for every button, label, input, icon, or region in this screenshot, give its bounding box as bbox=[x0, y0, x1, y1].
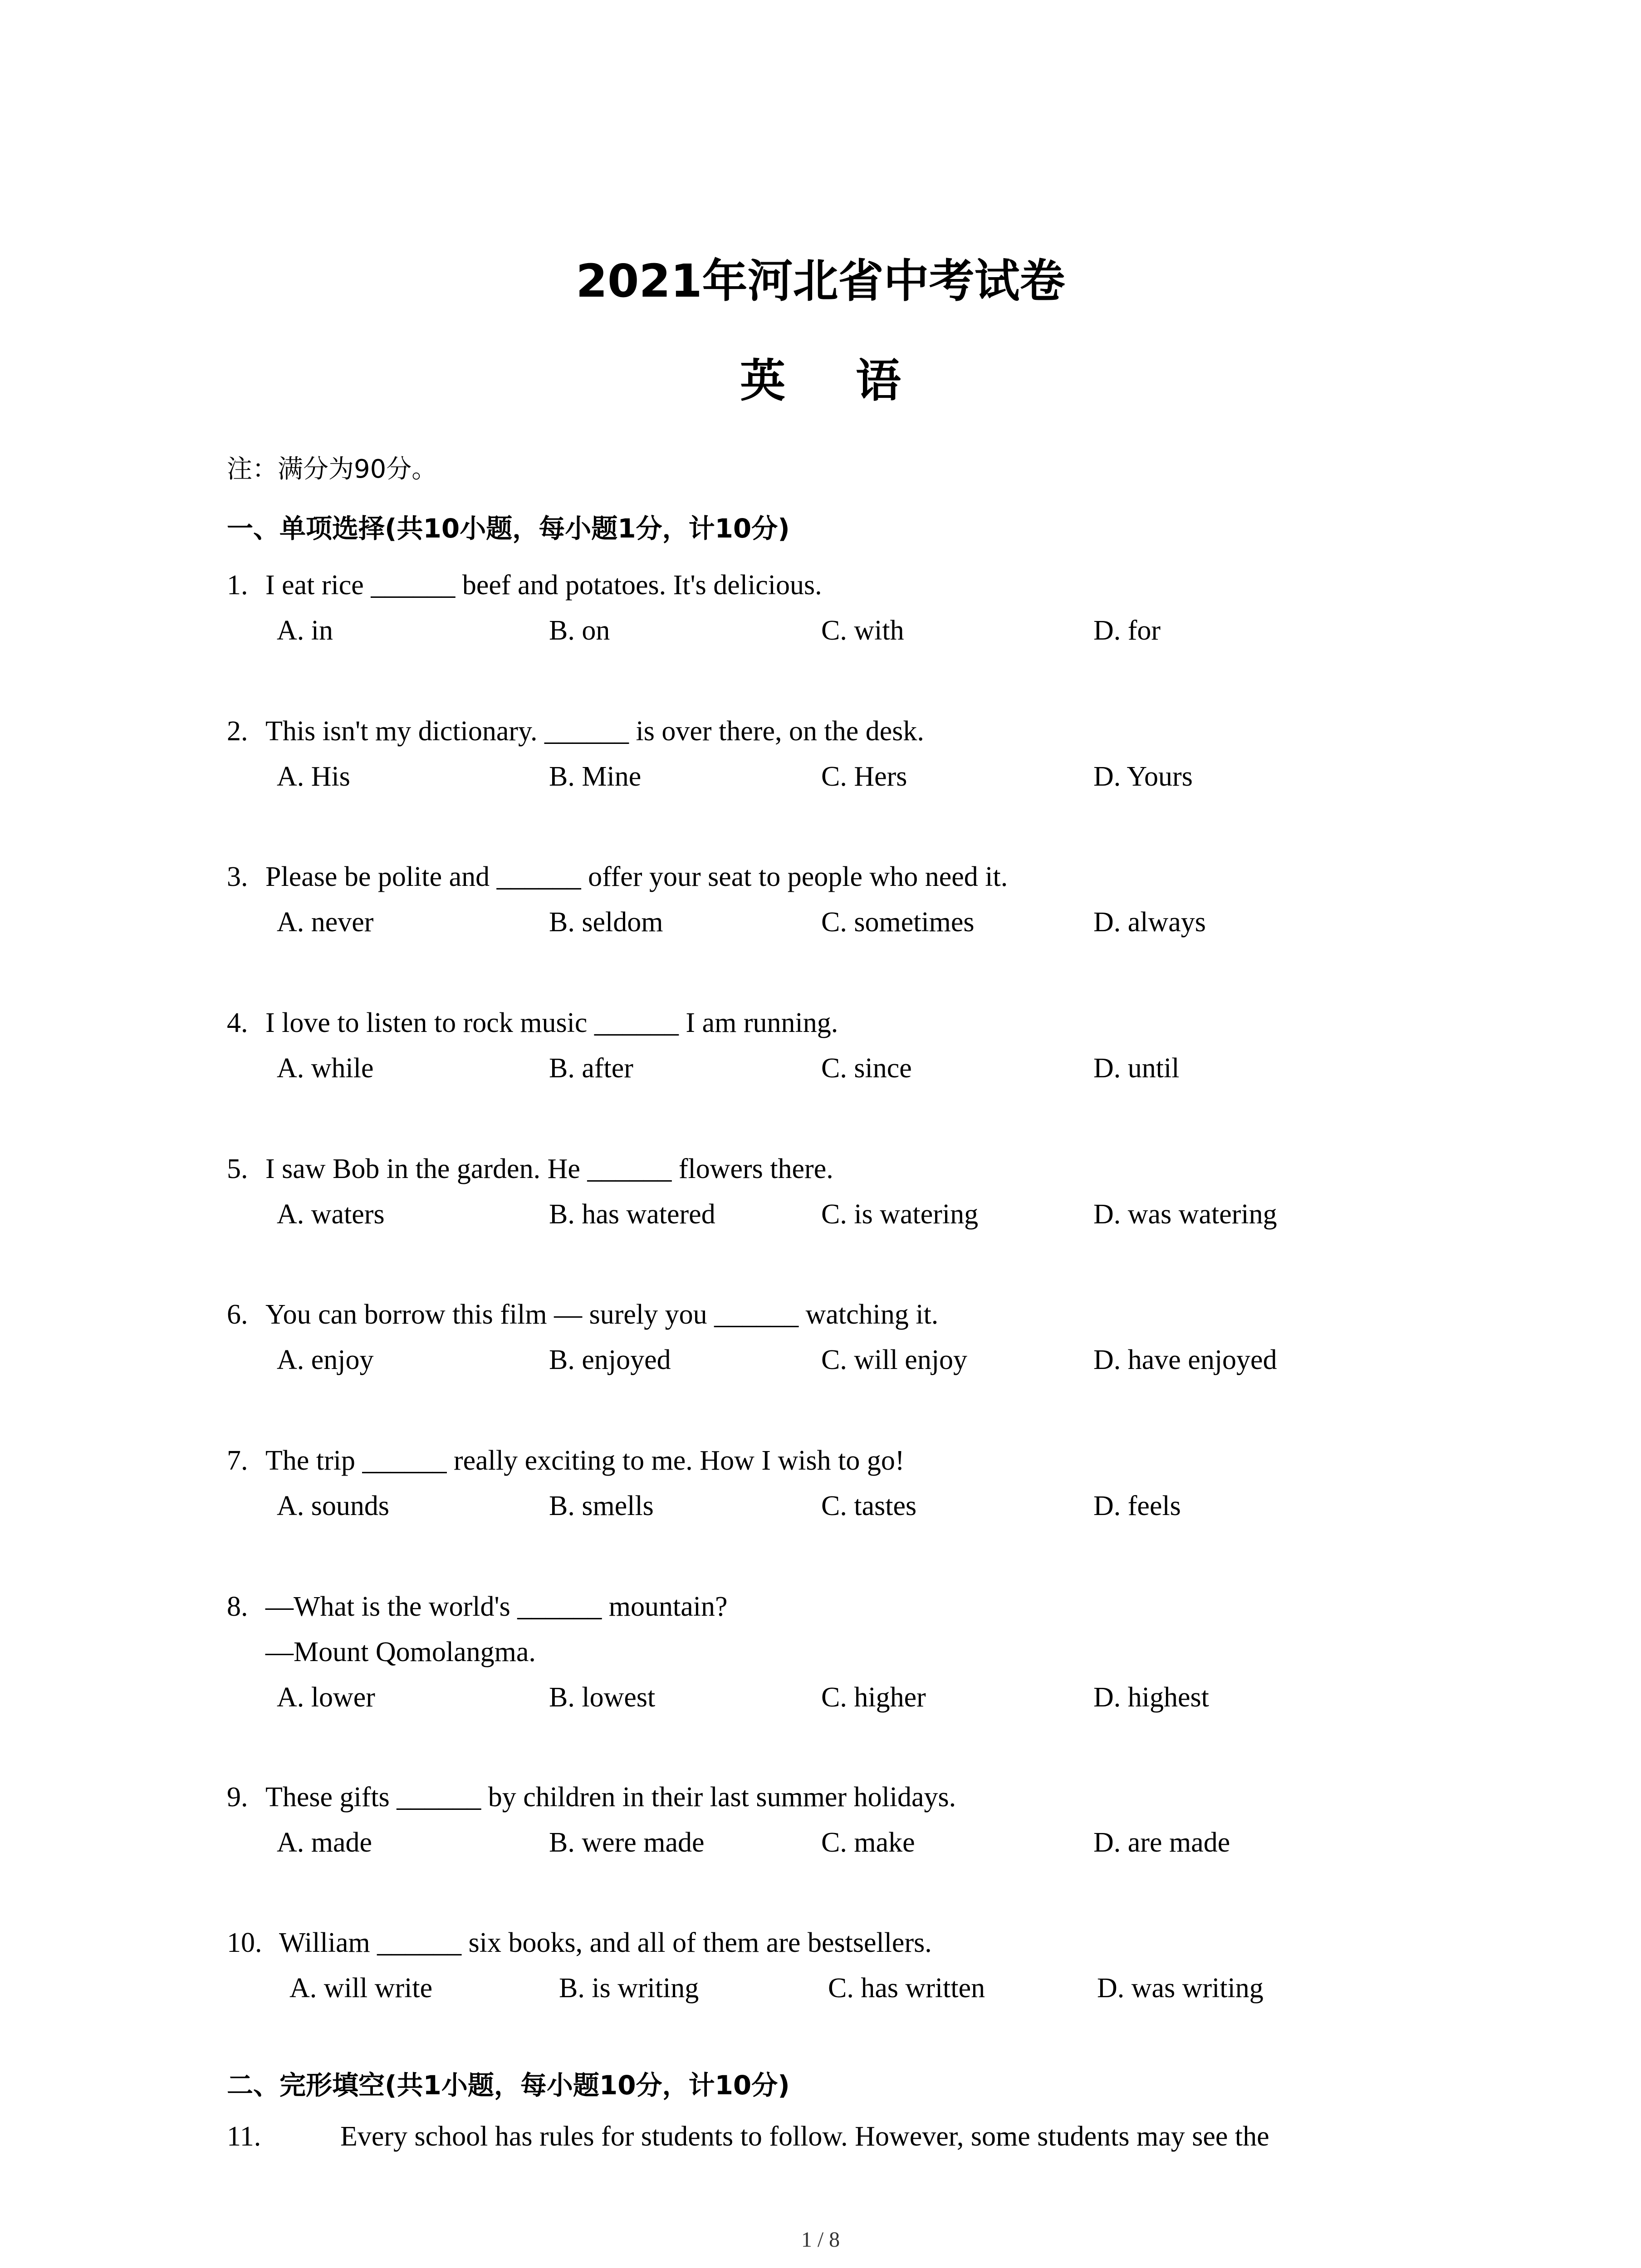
section2-heading: 二、完形填空(共1小题，每小题10分，计10分) bbox=[227, 2070, 790, 2101]
option-d: D. until bbox=[1093, 1053, 1180, 1084]
question-text: You can borrow this film — surely you ______ watching it. bbox=[265, 1299, 939, 1330]
option-c: C. sometimes bbox=[821, 907, 975, 938]
option-b: B. lowest bbox=[549, 1682, 656, 1713]
option-c: C. is watering bbox=[821, 1199, 979, 1230]
option-b: B. on bbox=[549, 615, 610, 646]
option-c: C. will enjoy bbox=[821, 1344, 968, 1375]
question-answer-line: —Mount Qomolangma. bbox=[265, 1637, 536, 1667]
option-c: C. tastes bbox=[821, 1491, 917, 1521]
question-number: 2. bbox=[227, 716, 248, 747]
question-number: 11. bbox=[227, 2121, 261, 2152]
question-text: These gifts ______ by children in their last summer holidays. bbox=[265, 1782, 956, 1813]
cloze-text: Every school has rules for students to follow. However, some students may see the bbox=[340, 2121, 1269, 2152]
option-d: D. have enjoyed bbox=[1093, 1344, 1277, 1375]
option-d: D. was watering bbox=[1093, 1199, 1277, 1230]
option-d: D. was writing bbox=[1097, 1973, 1264, 2004]
option-b: B. has watered bbox=[549, 1199, 715, 1230]
option-a: A. lower bbox=[277, 1682, 375, 1713]
page-number: 1 / 8 bbox=[801, 2228, 840, 2252]
question-text: I saw Bob in the garden. He ______ flowers there. bbox=[265, 1154, 833, 1184]
question-number: 4. bbox=[227, 1007, 248, 1038]
question-number: 1. bbox=[227, 570, 248, 601]
option-c: C. higher bbox=[821, 1682, 926, 1713]
question-number: 9. bbox=[227, 1782, 248, 1813]
option-a: A. never bbox=[277, 907, 374, 938]
option-a: A. will write bbox=[289, 1973, 433, 2004]
option-a: A. made bbox=[277, 1827, 372, 1858]
option-a: A. waters bbox=[277, 1199, 385, 1230]
option-d: D. highest bbox=[1093, 1682, 1209, 1713]
option-b: B. after bbox=[549, 1053, 633, 1084]
option-b: B. were made bbox=[549, 1827, 705, 1858]
section1-heading: 一、单项选择(共10小题，每小题1分，计10分) bbox=[227, 513, 790, 544]
score-note: 注：满分为90分。 bbox=[227, 455, 437, 484]
option-a: A. His bbox=[277, 761, 350, 792]
option-d: D. feels bbox=[1093, 1491, 1181, 1521]
question-number: 6. bbox=[227, 1299, 248, 1330]
question-text: —What is the world's ______ mountain? bbox=[265, 1591, 728, 1622]
page-title: 2021年河北省中考试卷 bbox=[576, 254, 1065, 308]
question-text: This isn't my dictionary. ______ is over there, on the desk. bbox=[265, 716, 924, 747]
option-d: D. always bbox=[1093, 907, 1206, 938]
option-c: C. since bbox=[821, 1053, 912, 1084]
question-number: 10. bbox=[227, 1927, 262, 1958]
option-a: A. enjoy bbox=[277, 1344, 374, 1375]
option-c: C. Hers bbox=[821, 761, 907, 792]
question-text: Please be polite and ______ offer your seat to people who need it. bbox=[265, 861, 1008, 892]
option-b: B. seldom bbox=[549, 907, 663, 938]
option-a: A. sounds bbox=[277, 1491, 390, 1521]
option-a: A. while bbox=[277, 1053, 374, 1084]
question-number: 5. bbox=[227, 1154, 248, 1184]
option-d: D. are made bbox=[1093, 1827, 1230, 1858]
option-b: B. smells bbox=[549, 1491, 654, 1521]
option-d: D. Yours bbox=[1093, 761, 1193, 792]
question-number: 7. bbox=[227, 1445, 248, 1476]
option-b: B. Mine bbox=[549, 761, 642, 792]
option-d: D. for bbox=[1093, 615, 1161, 646]
option-c: C. make bbox=[821, 1827, 915, 1858]
question-number: 3. bbox=[227, 861, 248, 892]
subject-title: 英 语 bbox=[740, 354, 928, 407]
question-text: William ______ six books, and all of them are bestsellers. bbox=[279, 1927, 932, 1958]
question-text: The trip ______ really exciting to me. How I wish to go! bbox=[265, 1445, 905, 1476]
question-number: 8. bbox=[227, 1591, 248, 1622]
option-c: C. with bbox=[821, 615, 904, 646]
option-b: B. enjoyed bbox=[549, 1344, 671, 1375]
question-text: I love to listen to rock music ______ I am running. bbox=[265, 1007, 838, 1038]
question-text: I eat rice ______ beef and potatoes. It's delicious. bbox=[265, 570, 822, 601]
option-c: C. has written bbox=[828, 1973, 985, 2004]
option-b: B. is writing bbox=[559, 1973, 699, 2004]
option-a: A. in bbox=[277, 615, 333, 646]
